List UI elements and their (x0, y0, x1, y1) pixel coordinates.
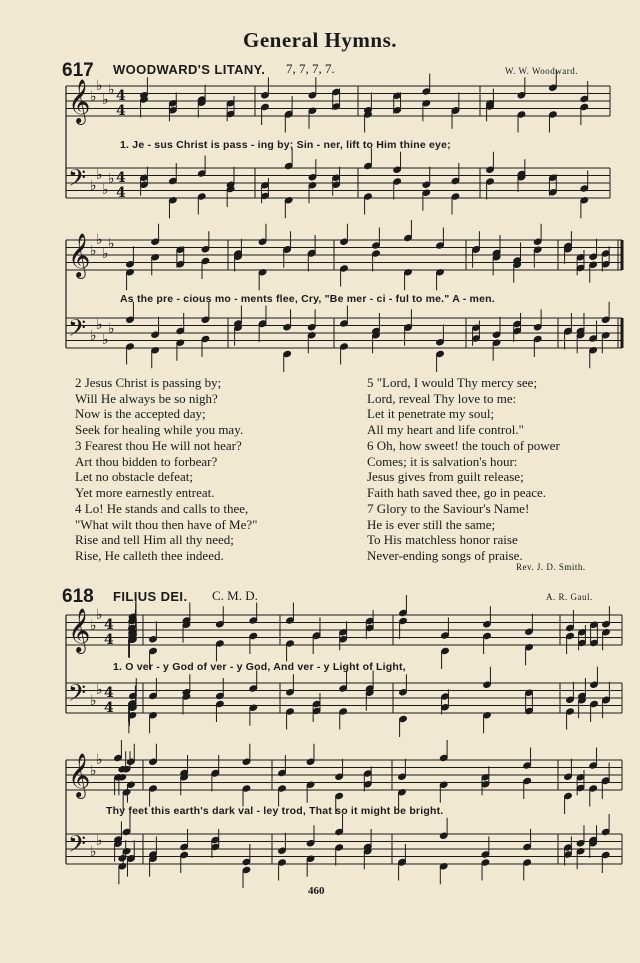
hymn-618-lyrics-line-2: Thy feet this earth's dark val - ley trod, That so it might be bright. (106, 805, 444, 817)
flat-icon: ♭ (90, 618, 97, 634)
flat-icon: ♭ (90, 763, 97, 779)
page-number: 460 (308, 885, 325, 897)
hymn-618-number: 618 (62, 586, 94, 607)
stanza-5: 5 "Lord, I would Thy mercy see; Lord, reveal Thy love to me: Let it penetrate my soul; All my heart and life control." (367, 375, 538, 437)
flat-icon: ♭ (96, 682, 103, 698)
treble-clef-icon: 𝄞 (68, 608, 91, 652)
bass-clef-icon: 𝄢 (68, 679, 87, 712)
text-credit: Rev. J. D. Smith. (516, 562, 586, 572)
flat-icon: ♭ (90, 328, 97, 344)
bass-clef-icon: 𝄢 (68, 830, 87, 863)
flat-icon: ♭ (90, 89, 97, 105)
flat-icon: ♭ (108, 321, 115, 337)
bass-clef-icon: 𝄢 (68, 164, 87, 197)
time-signature: 4 (116, 185, 126, 201)
flat-icon: ♭ (102, 332, 109, 348)
flat-icon: ♭ (108, 82, 115, 98)
flat-icon: ♭ (96, 232, 103, 248)
flat-icon: ♭ (90, 844, 97, 860)
hymn-617-meter: 7, 7, 7, 7. (286, 61, 335, 76)
flat-icon: ♭ (96, 78, 103, 94)
flat-icon: ♭ (90, 693, 97, 709)
flat-icon: ♭ (96, 833, 103, 849)
hymn-618-composer: A. R. Gaul. (546, 592, 593, 602)
treble-clef-icon: 𝄞 (68, 753, 91, 797)
time-signature: 4 (104, 700, 114, 716)
flat-icon: ♭ (102, 182, 109, 198)
flat-icon: ♭ (96, 317, 103, 333)
time-signature: 4 (116, 103, 126, 119)
flat-icon: ♭ (96, 167, 103, 183)
stanza-6: 6 Oh, how sweet! the touch of power Comes; it is salvation's hour: Jesus gives from guilt release; Faith hath saved thee, go in peace. (367, 438, 560, 500)
time-signature: 4 (104, 685, 114, 701)
flat-icon: ♭ (108, 171, 115, 187)
stanza-4: 4 Lo! He stands and calls to thee, "What wilt thou then have of Me?" Rise and tell Him all thy need; Rise, He calleth thee indeed. (75, 501, 258, 563)
flat-icon: ♭ (90, 178, 97, 194)
time-signature: 4 (104, 632, 114, 648)
hymn-618-title: FILIUS DEI. (113, 589, 188, 604)
hymn-617-lyrics-line-1: 1. Je - sus Christ is pass - ing by; Sin - ner, lift to Him thine eye; (120, 139, 451, 151)
flat-icon: ♭ (96, 752, 103, 768)
hymn-617-number: 617 (62, 60, 94, 81)
treble-clef-icon: 𝄞 (68, 79, 91, 123)
time-signature: 4 (104, 617, 114, 633)
flat-icon: ♭ (90, 243, 97, 259)
page-header: General Hymns. (243, 28, 397, 52)
flat-icon: ♭ (108, 236, 115, 252)
stanza-7: 7 Glory to the Saviour's Name! He is ever still the same; To His matchless honor raise Never-ending songs of praise. (367, 501, 530, 563)
hymn-617-title: WOODWARD'S LITANY. (113, 62, 266, 77)
hymn-618-meter: C. M. D. (212, 588, 258, 603)
stanza-3: 3 Fearest thou He will not hear? Art thou bidden to forbear? Let no obstacle defeat; Yet more earnestly entreat. (75, 438, 242, 500)
bass-clef-icon: 𝄢 (68, 314, 87, 347)
flat-icon: ♭ (102, 92, 109, 108)
hymn-617-lyrics-line-2: As the pre - cious mo - ments flee, Cry, "Be mer - ci - ful to me." A - men. (120, 293, 495, 305)
flat-icon: ♭ (96, 607, 103, 623)
time-signature: 4 (116, 88, 126, 104)
flat-icon: ♭ (102, 246, 109, 262)
treble-clef-icon: 𝄞 (68, 233, 91, 277)
hymn-618-lyrics-line-1: 1. O ver - y God of ver - y God, And ver - y Light of Light, (113, 661, 406, 673)
staff (66, 760, 622, 790)
time-signature: 4 (116, 170, 126, 186)
hymn-617-composer: W. W. Woodward. (505, 66, 579, 76)
stanza-2: 2 Jesus Christ is passing by; Will He always be so nigh? Now is the accepted day; Seek for healing while you may. (75, 375, 244, 437)
